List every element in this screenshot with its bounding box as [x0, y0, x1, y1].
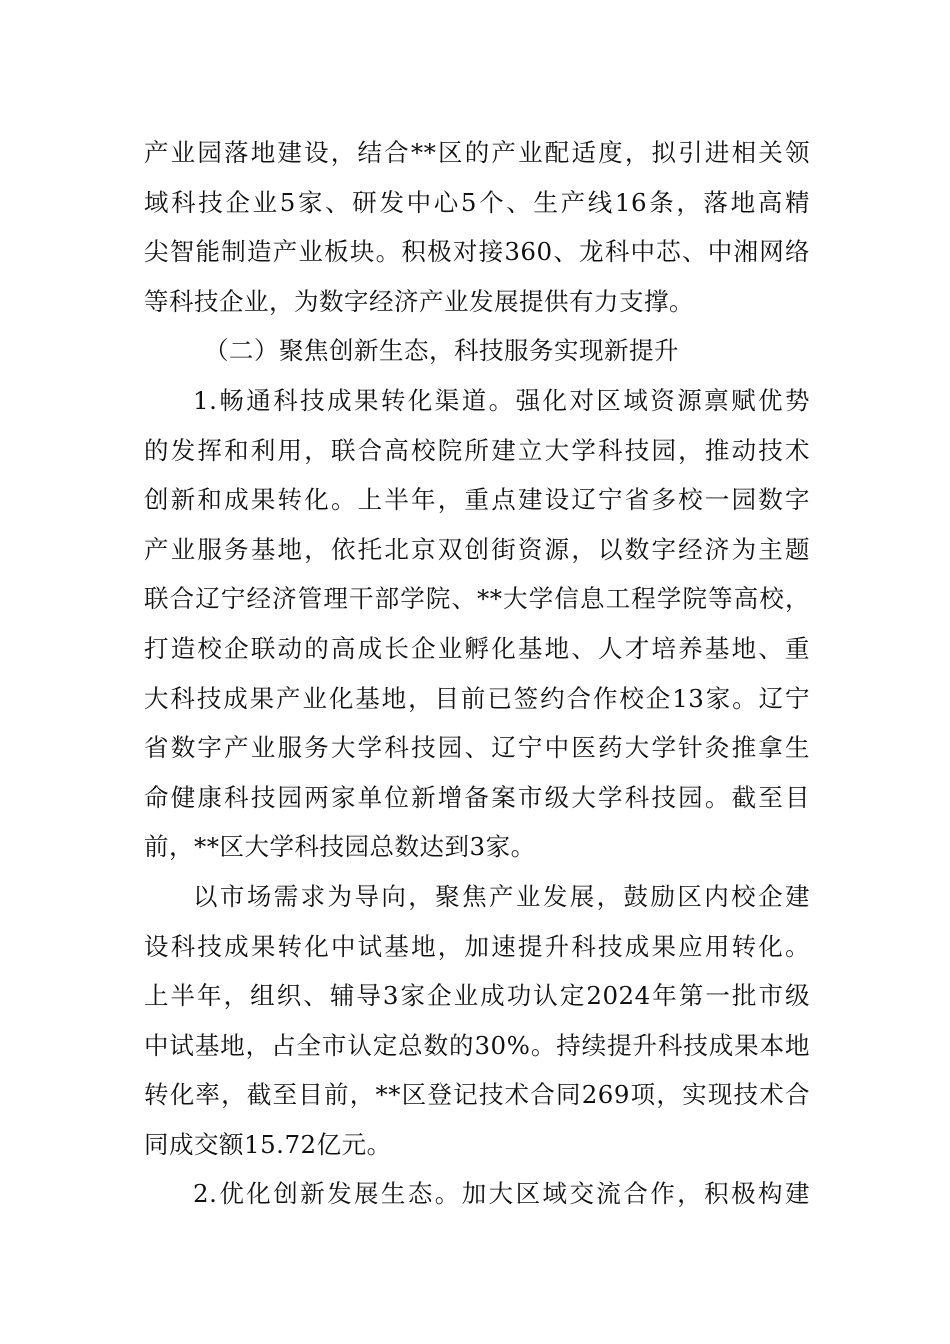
paragraph-line: 命健康科技园两家单位新增备案市级大学科技园。截至目 [144, 782, 810, 812]
section-heading: （二）聚焦创新生态，科技服务实现新提升 [204, 336, 679, 366]
paragraph-line: 的发挥和利用，联合高校院所建立大学科技园，推动技术 [144, 435, 810, 465]
paragraph-line: 设科技成果转化中试基地，加速提升科技成果应用转化。 [144, 931, 810, 961]
paragraph-line: 等科技企业，为数字经济产业发展提供有力支撑。 [144, 286, 694, 316]
paragraph-line: 省数字产业服务大学科技园、辽宁中医药大学针灸推拿生 [144, 733, 810, 763]
paragraph-line: 大科技成果产业化基地，目前已签约合作校企13家。辽宁 [144, 683, 810, 713]
paragraph-line: 前，**区大学科技园总数达到3家。 [144, 832, 536, 862]
paragraph-line: 产业园落地建设，结合**区的产业配适度，拟引进相关领 [144, 138, 810, 167]
paragraph-line: 上半年，组织、辅导3家企业成功认定2024年第一批市级 [144, 981, 810, 1011]
paragraph-line: 产业服务基地，依托北京双创街资源，以数字经济为主题 [144, 534, 810, 564]
paragraph-line: 转化率，截至目前，**区登记技术合同269项，实现技术合 [144, 1080, 810, 1110]
paragraph-line: 中试基地，占全市认定总数的30%。持续提升科技成果本地 [144, 1030, 810, 1060]
paragraph-line: 1.畅通科技成果转化渠道。强化对区域资源禀赋优势 [193, 385, 810, 415]
paragraph-line: 打造校企联动的高成长企业孵化基地、人才培养基地、重 [144, 633, 810, 663]
paragraph-line: 2.优化创新发展生态。加大区域交流合作，积极构建 [193, 1179, 810, 1209]
paragraph-line: 域科技企业5家、研发中心5个、生产线16条，落地高精 [144, 187, 810, 217]
paragraph-line: 联合辽宁经济管理干部学院、**大学信息工程学院等高校， [144, 584, 810, 614]
document-body [144, 128, 810, 1219]
paragraph-line: 以市场需求为导向，聚焦产业发展，鼓励区内校企建 [193, 881, 810, 911]
paragraph-line: 尖智能制造产业板块。积极对接360、龙科中芯、中湘网络 [144, 237, 810, 267]
paragraph-line: 同成交额15.72亿元。 [144, 1129, 392, 1159]
paragraph-line: 创新和成果转化。上半年，重点建设辽宁省多校一园数字 [144, 485, 810, 515]
